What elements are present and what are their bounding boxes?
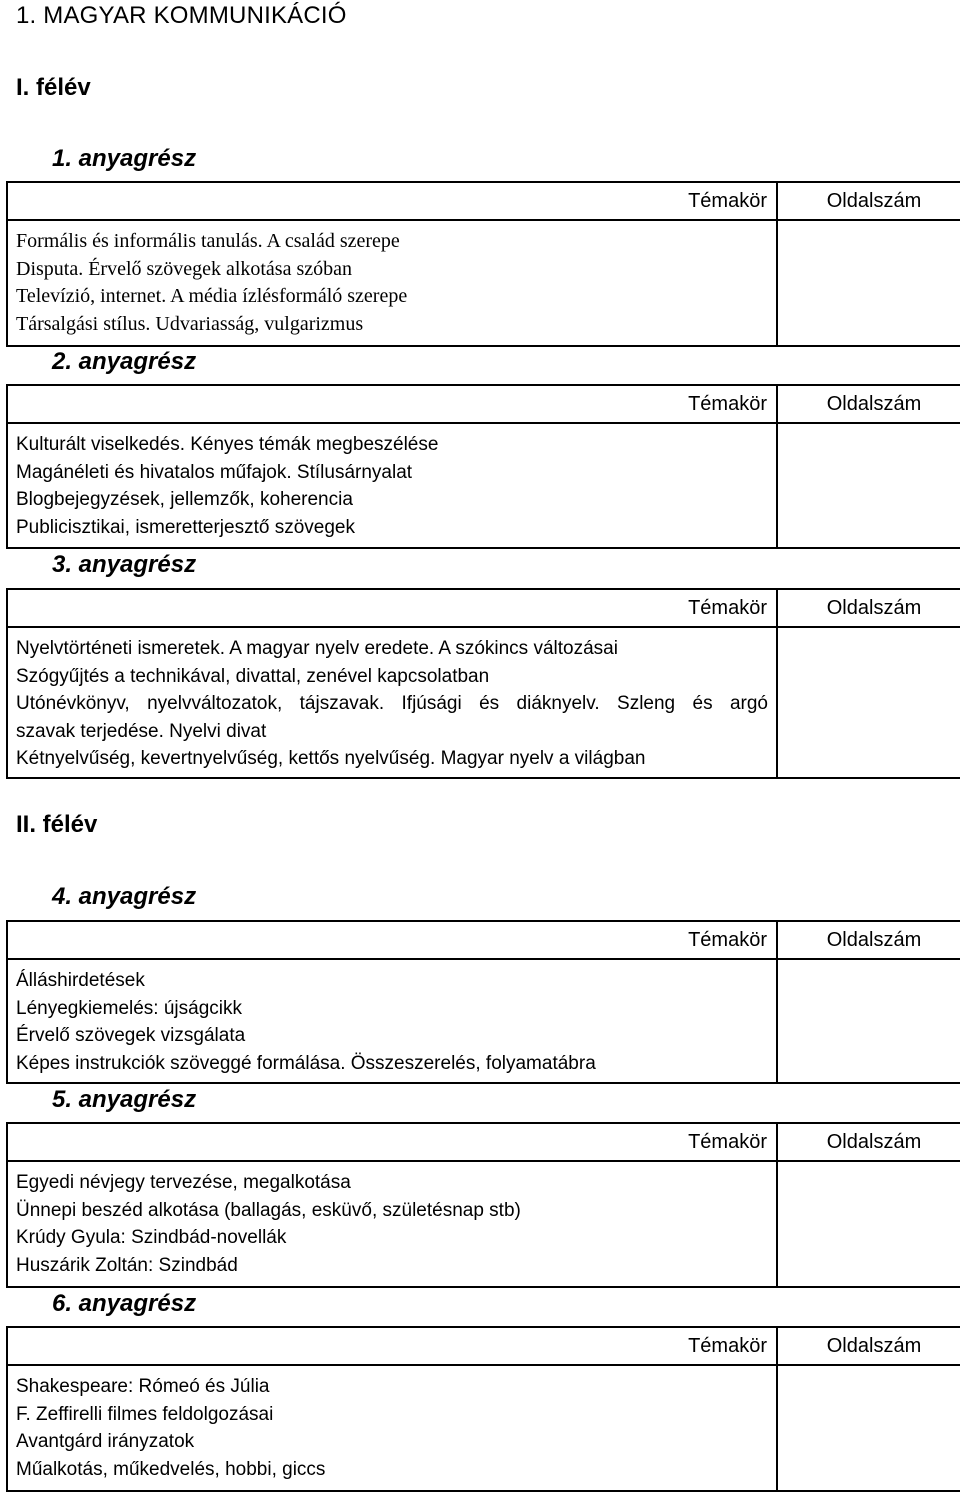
part-heading-2: 2. anyagrész [52,348,197,375]
topic-item: Egyedi névjegy tervezése, megalkotása [16,1172,351,1193]
topic-column-header: Témakör [7,921,777,959]
topic-column-header: Témakör [7,182,777,220]
topic-item: Képes instrukciók szöveggé formálása. Összeszerelés, folyamatábra [16,1052,596,1074]
topic-table-6 [6,1326,960,1492]
page-number-cell [777,220,960,346]
topic-list [7,1161,777,1287]
topic-list [7,423,777,548]
topic-item: Formális és informális tanulás. A család szerepe [16,230,400,252]
page-number-cell [777,423,960,548]
topic-table-2 [6,384,960,549]
topic-item: Álláshirdetések [16,970,145,991]
topic-item: szavak terjedése. Nyelvi divat [16,720,267,742]
page-column-header: Oldalszám [777,182,960,220]
topic-item: Társalgási stílus. Udvariasság, vulgarizmus [16,312,364,335]
topic-item: Utónévkönyv, nyelvváltozatok, tájszavak. Ifjúsági és diáknyelv. Szleng és argó [16,693,768,714]
topic-item: Huszárik Zoltán: Szindbád [16,1254,238,1276]
topic-table-1 [6,181,960,347]
topic-column-header: Témakör [7,385,777,423]
topic-item: Magánéleti és hivatalos műfajok. Stílusárnyalat [16,461,413,483]
topic-item: Publicisztikai, ismeretterjesztő szövegek [16,516,355,538]
topic-column-header: Témakör [7,589,777,627]
topic-list [7,220,777,346]
page-column-header: Oldalszám [777,1327,960,1365]
topic-item: Műalkotás, műkedvelés, hobbi, giccs [16,1458,326,1480]
topic-item: Blogbejegyzések, jellemzők, koherencia [16,489,353,510]
part-heading-4: 4. anyagrész [52,883,197,910]
topic-item: Televízió, internet. A média ízlésformáló szerepe [16,285,408,307]
term-heading-1: I. félév [16,74,91,101]
topic-item: Szógyűjtés a technikával, divattal, zenével kapcsolatban [16,665,490,687]
topic-column-header: Témakör [7,1123,777,1161]
topic-item: Érvelő szövegek vizsgálata [16,1025,246,1046]
page-number-cell [777,959,960,1083]
topic-item: Kétnyelvűség, kevertnyelvűség, kettős nyelvűség. Magyar nyelv a világban [16,748,646,769]
page-column-header: Oldalszám [777,921,960,959]
topic-item: Shakespeare: Rómeó és Júlia [16,1376,270,1397]
page-column-header: Oldalszám [777,1123,960,1161]
topic-column-header: Témakör [7,1327,777,1365]
topic-table-5 [6,1122,960,1288]
topic-list [7,959,777,1083]
part-heading-3: 3. anyagrész [52,551,197,578]
topic-list [7,1365,777,1491]
topic-item: F. Zeffirelli filmes feldolgozásai [16,1403,274,1425]
part-heading-1: 1. anyagrész [52,145,197,172]
topic-item: Avantgárd irányzatok [16,1431,195,1452]
topic-item: Lényegkiemelés: újságcikk [16,997,243,1019]
part-heading-6: 6. anyagrész [52,1290,197,1317]
page-column-header: Oldalszám [777,385,960,423]
topic-table-3 [6,588,960,779]
page-number-cell [777,1365,960,1491]
topic-item: Kulturált viselkedés. Kényes témák megbeszélése [16,434,439,455]
page-number-cell [777,627,960,778]
document-title: 1. MAGYAR KOMMUNIKÁCIÓ [16,2,347,29]
topic-item: Ünnepi beszéd alkotása (ballagás, esküvő, születésnap stb) [16,1199,521,1221]
topic-item: Krúdy Gyula: Szindbád-novellák [16,1227,287,1248]
topic-item: Disputa. Érvelő szövegek alkotása szóban [16,257,353,280]
part-heading-5: 5. anyagrész [52,1086,197,1113]
topic-list [7,627,777,778]
page-number-cell [777,1161,960,1287]
topic-item: Nyelvtörténeti ismeretek. A magyar nyelv eredete. A szókincs változásai [16,638,618,659]
page-column-header: Oldalszám [777,589,960,627]
term-heading-2: II. félév [16,811,98,838]
topic-table-4 [6,920,960,1084]
